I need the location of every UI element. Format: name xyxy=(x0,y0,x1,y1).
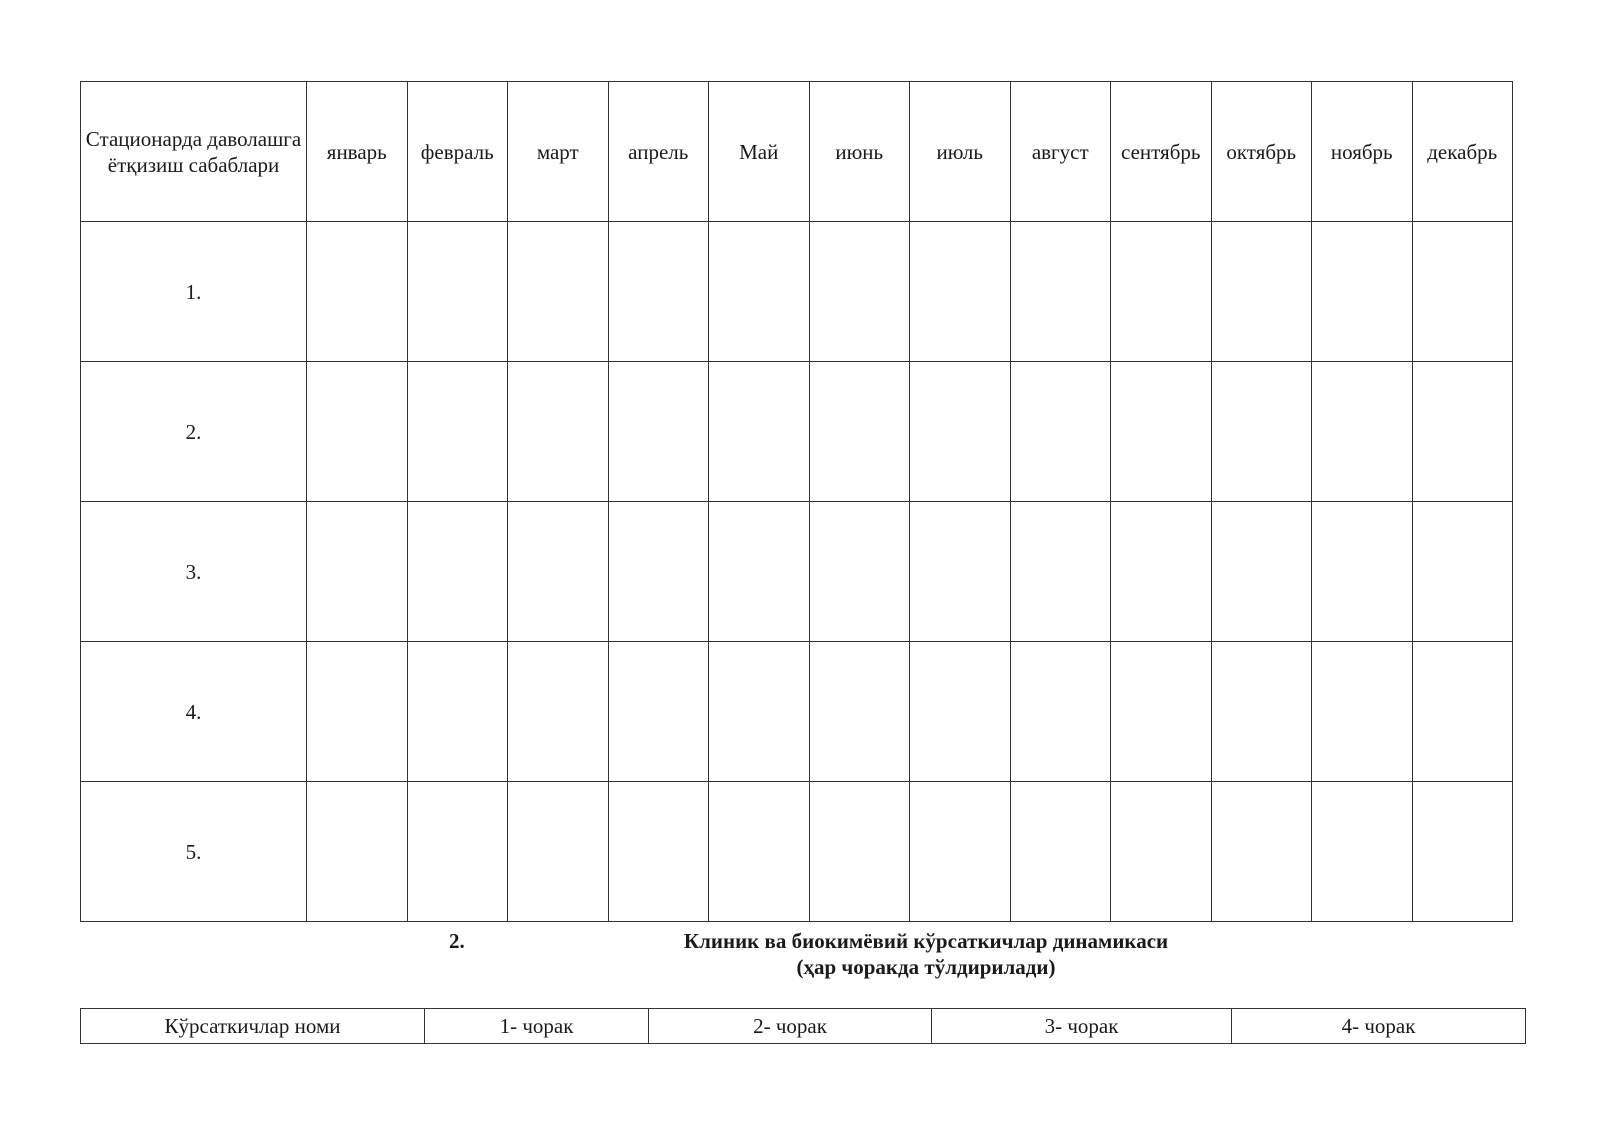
table-cell[interactable] xyxy=(508,642,609,782)
indicator-header-row xyxy=(81,1009,1526,1044)
table-cell[interactable] xyxy=(1211,362,1312,502)
monthly-admission-table xyxy=(80,81,1513,922)
month-header-sep: сентябрь xyxy=(1111,82,1212,222)
table-cell[interactable] xyxy=(407,642,508,782)
month-header-apr: апрель xyxy=(608,82,709,222)
section-title: Клиник ва биокимёвий кўрсаткичлар динамикаси xyxy=(683,929,1169,953)
table-cell[interactable] xyxy=(307,362,408,502)
table-cell[interactable] xyxy=(910,782,1011,922)
table-row xyxy=(81,782,1513,922)
month-header-jul: июль xyxy=(910,82,1011,222)
table-cell[interactable] xyxy=(608,502,709,642)
month-header-jan: январь xyxy=(307,82,408,222)
table-cell[interactable] xyxy=(608,222,709,362)
month-header-jun: июнь xyxy=(809,82,910,222)
quarter-header-4: 4- чорак xyxy=(1232,1009,1526,1044)
month-header-dec: декабрь xyxy=(1412,82,1513,222)
table-cell[interactable] xyxy=(910,502,1011,642)
table-cell[interactable] xyxy=(1010,362,1111,502)
quarter-header-2: 2- чорак xyxy=(649,1009,932,1044)
table-cell[interactable] xyxy=(608,362,709,502)
reason-column-header: Стационарда даволашга ётқизиш сабаблари xyxy=(81,82,307,222)
table-cell[interactable] xyxy=(407,782,508,922)
table-cell[interactable] xyxy=(1111,782,1212,922)
section-heading xyxy=(656,928,1196,980)
table-cell[interactable] xyxy=(709,782,810,922)
table-cell[interactable] xyxy=(307,502,408,642)
row-number: 4. xyxy=(81,642,307,782)
month-header-may: Май xyxy=(709,82,810,222)
table-row xyxy=(81,222,1513,362)
table-cell[interactable] xyxy=(809,782,910,922)
table-cell[interactable] xyxy=(1312,362,1413,502)
table-cell[interactable] xyxy=(1010,782,1111,922)
table-cell[interactable] xyxy=(1111,362,1212,502)
table-cell[interactable] xyxy=(1412,502,1513,642)
table-cell[interactable] xyxy=(1010,222,1111,362)
table-cell[interactable] xyxy=(1412,782,1513,922)
section-number: 2. xyxy=(449,929,465,953)
table-cell[interactable] xyxy=(307,782,408,922)
table-cell[interactable] xyxy=(508,502,609,642)
month-header-nov: ноябрь xyxy=(1312,82,1413,222)
table-cell[interactable] xyxy=(809,222,910,362)
table-cell[interactable] xyxy=(910,362,1011,502)
table-cell[interactable] xyxy=(508,362,609,502)
table-cell[interactable] xyxy=(1312,502,1413,642)
section-subtitle: (ҳар чоракда тўлдирилади) xyxy=(796,955,1056,979)
month-header-mar: март xyxy=(508,82,609,222)
table-cell[interactable] xyxy=(1111,642,1212,782)
table-cell[interactable] xyxy=(709,502,810,642)
table-cell[interactable] xyxy=(809,362,910,502)
table-cell[interactable] xyxy=(407,222,508,362)
table-cell[interactable] xyxy=(1312,222,1413,362)
table-cell[interactable] xyxy=(608,782,709,922)
table-cell[interactable] xyxy=(508,222,609,362)
table-cell[interactable] xyxy=(1010,642,1111,782)
table-cell[interactable] xyxy=(709,642,810,782)
table-cell[interactable] xyxy=(809,642,910,782)
table-cell[interactable] xyxy=(1412,642,1513,782)
table-row xyxy=(81,642,1513,782)
month-header-feb: февраль xyxy=(407,82,508,222)
table-cell[interactable] xyxy=(1412,362,1513,502)
indicator-table xyxy=(80,1008,1526,1044)
table-cell[interactable] xyxy=(1111,222,1212,362)
table-cell[interactable] xyxy=(1412,222,1513,362)
table-cell[interactable] xyxy=(508,782,609,922)
table-cell[interactable] xyxy=(1211,222,1312,362)
table-cell[interactable] xyxy=(307,642,408,782)
table-cell[interactable] xyxy=(1312,642,1413,782)
row-number: 3. xyxy=(81,502,307,642)
table-cell[interactable] xyxy=(910,222,1011,362)
table-cell[interactable] xyxy=(608,642,709,782)
table-cell[interactable] xyxy=(1211,502,1312,642)
table-cell[interactable] xyxy=(1010,502,1111,642)
table-cell[interactable] xyxy=(1111,502,1212,642)
table-cell[interactable] xyxy=(809,502,910,642)
monthly-header-row xyxy=(81,82,1513,222)
table-cell[interactable] xyxy=(307,222,408,362)
month-header-oct: октябрь xyxy=(1211,82,1312,222)
table-cell[interactable] xyxy=(407,362,508,502)
table-cell[interactable] xyxy=(709,362,810,502)
table-cell[interactable] xyxy=(407,502,508,642)
table-row xyxy=(81,362,1513,502)
indicator-name-header: Кўрсаткичлар номи xyxy=(81,1009,425,1044)
table-cell[interactable] xyxy=(1211,642,1312,782)
quarter-header-1: 1- чорак xyxy=(425,1009,649,1044)
row-number: 1. xyxy=(81,222,307,362)
table-row xyxy=(81,502,1513,642)
row-number: 5. xyxy=(81,782,307,922)
table-cell[interactable] xyxy=(709,222,810,362)
quarter-header-3: 3- чорак xyxy=(932,1009,1232,1044)
month-header-aug: август xyxy=(1010,82,1111,222)
table-cell[interactable] xyxy=(1211,782,1312,922)
table-cell[interactable] xyxy=(1312,782,1413,922)
row-number: 2. xyxy=(81,362,307,502)
table-cell[interactable] xyxy=(910,642,1011,782)
